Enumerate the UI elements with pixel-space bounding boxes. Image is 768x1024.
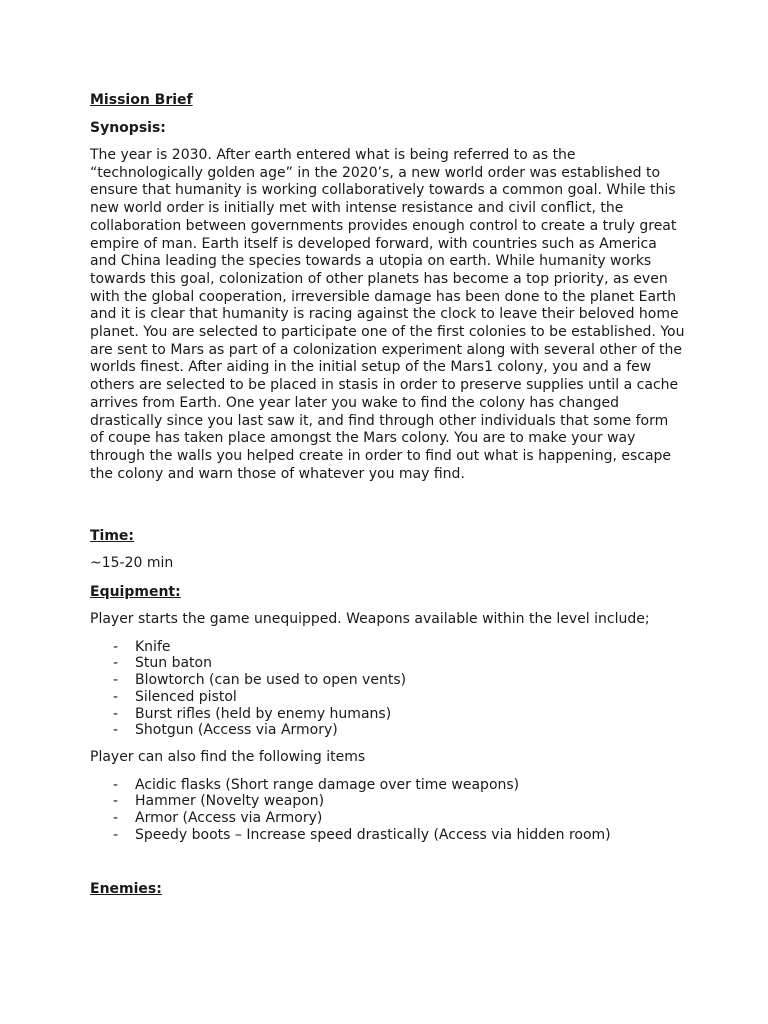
weapons-list — [90, 639, 690, 739]
list-item — [90, 672, 690, 689]
synopsis-line: with the global cooperation, irreversible damage has been done to the planet Earth — [90, 288, 677, 305]
synopsis-line: empire of man. Earth itself is developed forward, with countries such as America — [90, 235, 657, 252]
items-list — [90, 777, 690, 844]
list-item — [90, 706, 690, 723]
document-title: Mission Brief — [90, 92, 193, 108]
time-value: ~15-20 min — [90, 555, 174, 572]
synopsis-line: and China leading the species towards a utopia on earth. While humanity works — [90, 253, 652, 270]
list-item — [90, 810, 690, 827]
time-heading: Time: — [90, 528, 135, 545]
list-dash: - — [113, 672, 119, 689]
synopsis-line: collaboration between governments provides enough control to create a truly great — [90, 217, 677, 234]
document-content — [90, 91, 690, 898]
weapon-label: Knife — [135, 638, 171, 655]
synopsis-line: arrives from Earth. One year later you wake to find the colony has changed — [90, 394, 620, 411]
list-dash: - — [113, 688, 119, 705]
items-intro: Player can also find the following items — [90, 748, 366, 765]
synopsis-line: and it is clear that humanity is racing against the clock to leave their beloved home — [90, 306, 679, 323]
synopsis-heading: Synopsis: — [90, 120, 166, 136]
synopsis-line: The year is 2030. After earth entered what is being referred to as the — [90, 147, 576, 163]
list-dash: - — [113, 810, 119, 827]
list-item — [90, 827, 690, 844]
synopsis-line: “technologically golden age” in the 2020’s, a new world order was established to — [90, 164, 661, 181]
list-dash: - — [113, 793, 119, 810]
synopsis-line: new world order is initially met with intense resistance and civil conflict, the — [90, 200, 624, 217]
list-item — [90, 655, 690, 672]
synopsis-line: of coupe has taken place amongst the Mars colony. You are to make your way — [90, 430, 636, 447]
weapon-label: Silenced pistol — [135, 688, 237, 705]
synopsis-line: the colony and warn those of whatever you may find. — [90, 465, 465, 482]
synopsis-line: drastically since you last saw it, and find through other individuals that some form — [90, 412, 669, 429]
list-dash: - — [113, 826, 119, 843]
list-dash: - — [113, 638, 119, 655]
list-dash: - — [113, 722, 119, 739]
item-label: Hammer (Novelty weapon) — [135, 793, 325, 810]
item-label: Speedy boots – Increase speed drastically (Access via hidden room) — [135, 826, 611, 843]
list-item — [90, 689, 690, 706]
synopsis-line: ensure that humanity is working collaboratively towards a common goal. While this — [90, 182, 676, 199]
equipment-heading: Equipment: — [90, 584, 181, 601]
list-item — [90, 777, 690, 794]
list-item — [90, 639, 690, 656]
list-dash: - — [113, 655, 119, 672]
synopsis-line: others are selected to be placed in stasis in order to preserve supplies until a cache — [90, 377, 679, 394]
weapon-label: Shotgun (Access via Armory) — [135, 722, 338, 739]
item-label: Armor (Access via Armory) — [135, 810, 323, 827]
list-item — [90, 722, 690, 739]
synopsis-paragraph — [90, 147, 690, 483]
enemies-heading: Enemies: — [90, 880, 162, 897]
synopsis-line: towards this goal, colonization of other planets has become a top priority, as even — [90, 270, 668, 287]
weapon-label: Blowtorch (can be used to open vents) — [135, 672, 407, 689]
weapon-label: Burst rifles (held by enemy humans) — [135, 705, 392, 722]
list-dash: - — [113, 705, 119, 722]
equipment-intro: Player starts the game unequipped. Weapons available within the level include; — [90, 611, 650, 628]
synopsis-line: worlds finest. After aiding in the initial setup of the Mars1 colony, you and a few — [90, 359, 652, 376]
synopsis-line: planet. You are selected to participate one of the first colonies to be established. You — [90, 324, 685, 341]
synopsis-line: are sent to Mars as part of a colonization experiment along with several other of the — [90, 341, 683, 358]
list-item — [90, 793, 690, 810]
item-label: Acidic flasks (Short range damage over time weapons) — [135, 776, 520, 793]
weapon-label: Stun baton — [135, 655, 212, 672]
list-dash: - — [113, 776, 119, 793]
synopsis-line: through the walls you helped create in order to find out what is happening, escape — [90, 447, 672, 464]
